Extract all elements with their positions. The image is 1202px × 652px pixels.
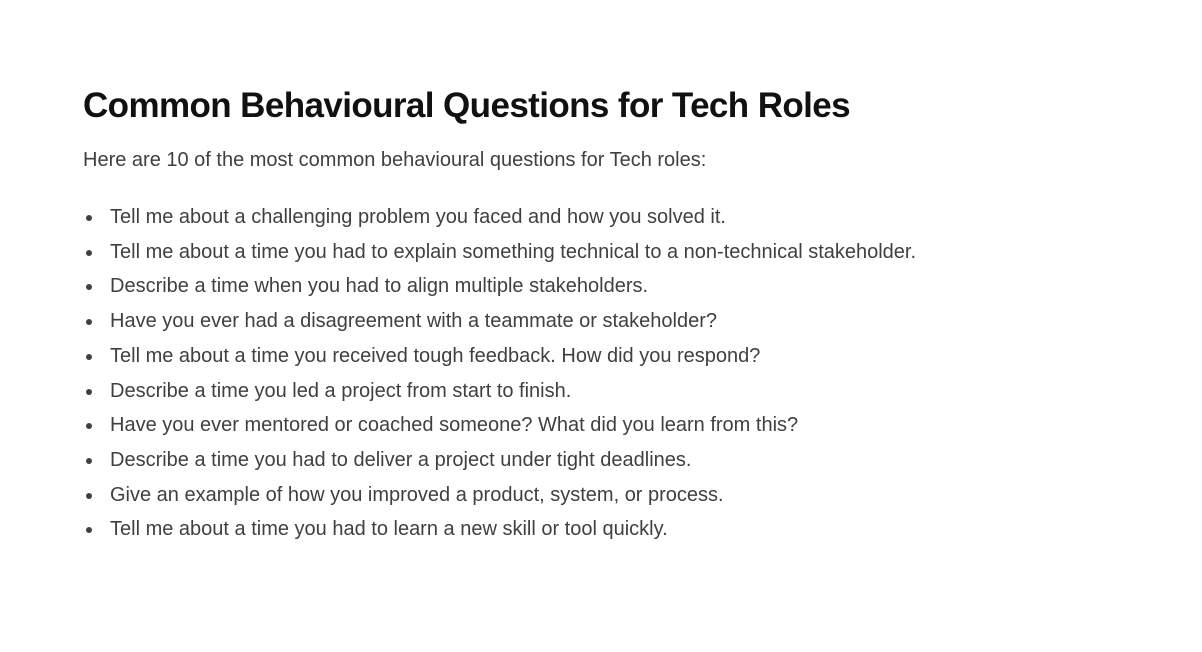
- bullet-icon: [86, 527, 92, 533]
- question-text: Tell me about a time you had to explain something technical to a non-technical stakeholder.: [110, 240, 917, 263]
- bullet-icon: [86, 423, 92, 429]
- bullet-icon: [86, 250, 92, 256]
- question-text: Describe a time you led a project from start to finish.: [110, 379, 572, 402]
- bullet-icon: [86, 458, 92, 464]
- question-text: Describe a time when you had to align multiple stakeholders.: [110, 275, 649, 298]
- list-item: [83, 512, 1163, 547]
- bullet-icon: [86, 215, 92, 221]
- list-item: [83, 408, 1163, 443]
- bullet-icon: [86, 284, 92, 290]
- list-item: [83, 339, 1163, 374]
- question-text: Describe a time you had to deliver a project under tight deadlines.: [110, 448, 692, 471]
- bullet-icon: [86, 319, 92, 325]
- question-text: Tell me about a time you had to learn a new skill or tool quickly.: [110, 518, 668, 541]
- question-text: Have you ever mentored or coached someone? What did you learn from this?: [110, 414, 799, 437]
- document-body: [83, 84, 1163, 547]
- question-text: Have you ever had a disagreement with a teammate or stakeholder?: [110, 310, 718, 333]
- list-item: [83, 374, 1163, 409]
- list-item: [83, 304, 1163, 339]
- bullet-icon: [86, 389, 92, 395]
- question-list: [83, 200, 1163, 547]
- list-item: [83, 478, 1163, 513]
- list-item: [83, 200, 1163, 235]
- question-text: Give an example of how you improved a product, system, or process.: [110, 483, 724, 506]
- bullet-icon: [86, 354, 92, 360]
- list-item: [83, 235, 1163, 270]
- question-text: Tell me about a time you received tough feedback. How did you respond?: [110, 344, 761, 367]
- question-text: Tell me about a challenging problem you faced and how you solved it.: [110, 206, 726, 228]
- list-item: [83, 269, 1163, 304]
- list-item: [83, 443, 1163, 478]
- page-title: Common Behavioural Questions for Tech Roles: [83, 86, 851, 125]
- intro-text: Here are 10 of the most common behavioural questions for Tech roles:: [83, 149, 707, 171]
- bullet-icon: [86, 493, 92, 499]
